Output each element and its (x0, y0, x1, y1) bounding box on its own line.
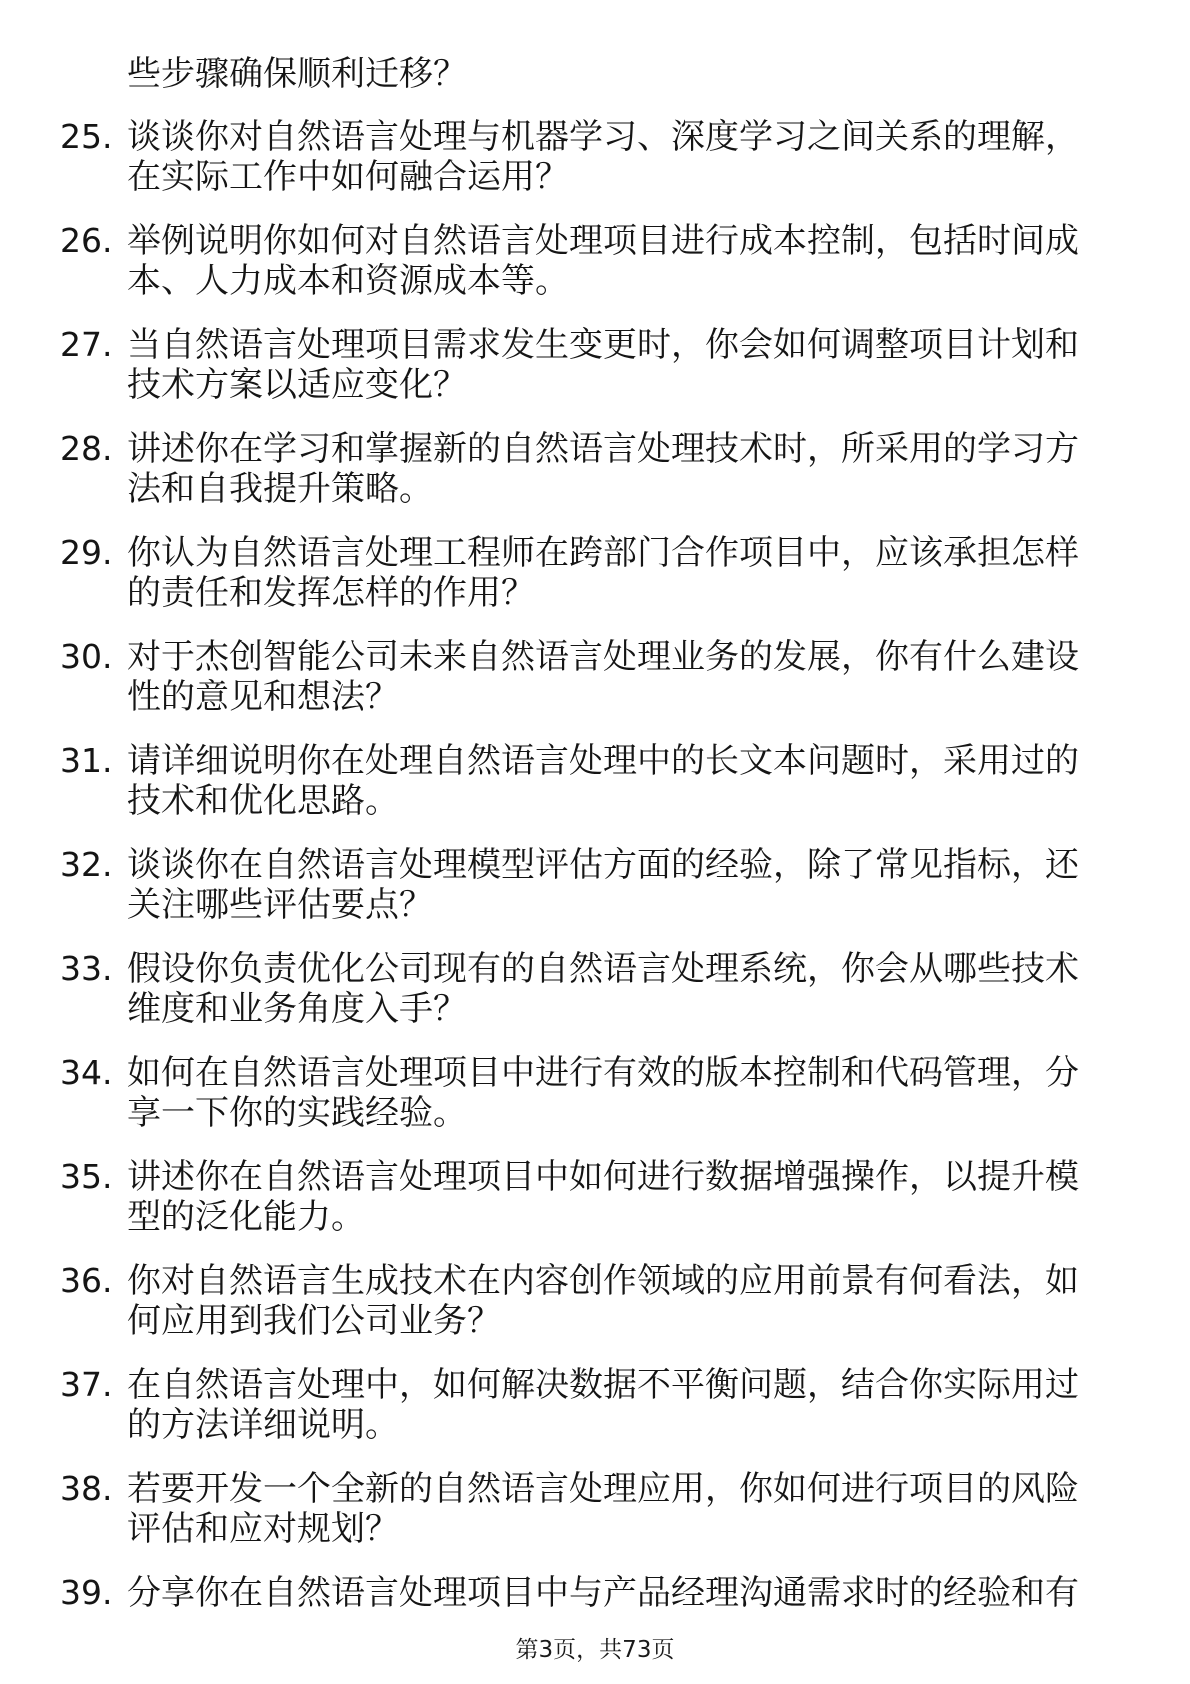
question-text (127, 1261, 1106, 1365)
question-text (127, 949, 1106, 1053)
question-item (60, 1469, 1106, 1573)
question-text-line: 关注哪些评估要点？ (127, 885, 433, 925)
question-text (127, 1157, 1106, 1261)
question-text (127, 221, 1106, 325)
question-number: 25. (60, 117, 113, 156)
question-number: 32. (60, 845, 113, 884)
continued-question-text: 些步骤确保顺利迁移？ (127, 54, 467, 94)
question-text-line: 对于杰创智能公司未来自然语言处理业务的发展，你有什么建设 (127, 637, 1079, 677)
question-number: 39. (60, 1573, 113, 1612)
question-text-line: 假设你负责优化公司现有的自然语言处理系统，你会从哪些技术 (127, 949, 1079, 989)
question-text-line: 评估和应对规划？ (127, 1509, 399, 1549)
question-text-line: 本、人力成本和资源成本等。 (127, 261, 569, 301)
question-number: 31. (60, 741, 113, 780)
question-item (60, 1053, 1106, 1157)
question-text-line: 的责任和发挥怎样的作用？ (127, 573, 535, 613)
question-number: 36. (60, 1261, 113, 1300)
question-item (60, 741, 1106, 845)
question-text (127, 637, 1106, 741)
page-footer (0, 1635, 1190, 1665)
question-text-line: 在实际工作中如何融合运用？ (127, 157, 569, 197)
question-item (60, 325, 1106, 429)
question-item (60, 1157, 1106, 1261)
question-list (60, 117, 1106, 1677)
question-number: 29. (60, 533, 113, 572)
question-number: 26. (60, 221, 113, 260)
question-number: 34. (60, 1053, 113, 1092)
question-item (60, 845, 1106, 949)
question-number: 38. (60, 1469, 113, 1508)
question-text-line: 何应用到我们公司业务？ (127, 1301, 501, 1341)
question-item (60, 533, 1106, 637)
question-text (127, 1053, 1106, 1157)
question-number: 27. (60, 325, 113, 364)
page-indicator: 第3页，共73页 (515, 1637, 675, 1663)
question-item (60, 949, 1106, 1053)
question-text-line: 型的泛化能力。 (127, 1197, 365, 1237)
question-text (127, 117, 1106, 221)
question-text-line: 若要开发一个全新的自然语言处理应用，你如何进行项目的风险 (127, 1469, 1079, 1509)
question-text (127, 533, 1106, 637)
question-text (127, 429, 1106, 533)
question-text-line: 的方法详细说明。 (127, 1405, 399, 1445)
question-text-line: 你认为自然语言处理工程师在跨部门合作项目中，应该承担怎样 (127, 533, 1079, 573)
question-text-line: 谈谈你在自然语言处理模型评估方面的经验，除了常见指标，还 (127, 845, 1079, 885)
question-number: 37. (60, 1365, 113, 1404)
question-text-line: 法和自我提升策略。 (127, 469, 433, 509)
question-text (127, 325, 1106, 429)
question-text-line: 维度和业务角度入手？ (127, 989, 467, 1029)
question-text-line: 技术方案以适应变化？ (127, 365, 467, 405)
question-item (60, 637, 1106, 741)
question-text-line: 如何在自然语言处理项目中进行有效的版本控制和代码管理，分 (127, 1053, 1079, 1093)
question-text-line: 分享你在自然语言处理项目中与产品经理沟通需求时的经验和有 (127, 1573, 1079, 1613)
question-text-line: 举例说明你如何对自然语言处理项目进行成本控制，包括时间成 (127, 221, 1079, 261)
question-number: 30. (60, 637, 113, 676)
question-text-line: 讲述你在学习和掌握新的自然语言处理技术时，所采用的学习方 (127, 429, 1079, 469)
question-item (60, 1261, 1106, 1365)
question-text-line: 在自然语言处理中，如何解决数据不平衡问题，结合你实际用过 (127, 1365, 1079, 1405)
question-text (127, 1469, 1106, 1573)
question-text-line: 谈谈你对自然语言处理与机器学习、深度学习之间关系的理解， (127, 117, 1079, 157)
question-item (60, 1365, 1106, 1469)
question-item (60, 429, 1106, 533)
question-text-line: 讲述你在自然语言处理项目中如何进行数据增强操作，以提升模 (127, 1157, 1079, 1197)
question-text-line: 当自然语言处理项目需求发生变更时，你会如何调整项目计划和 (127, 325, 1079, 365)
question-text-line: 请详细说明你在处理自然语言处理中的长文本问题时，采用过的 (127, 741, 1079, 781)
question-text (127, 741, 1106, 845)
question-number: 33. (60, 949, 113, 988)
question-text (127, 1365, 1106, 1469)
question-text-line: 享一下你的实践经验。 (127, 1093, 467, 1133)
question-text-line: 性的意见和想法？ (127, 677, 399, 717)
question-text-line: 技术和优化思路。 (127, 781, 399, 821)
question-number: 28. (60, 429, 113, 468)
question-text-line: 你对自然语言生成技术在内容创作领域的应用前景有何看法，如 (127, 1261, 1079, 1301)
question-item (60, 117, 1106, 221)
question-number: 35. (60, 1157, 113, 1196)
question-text (127, 845, 1106, 949)
question-item (60, 221, 1106, 325)
